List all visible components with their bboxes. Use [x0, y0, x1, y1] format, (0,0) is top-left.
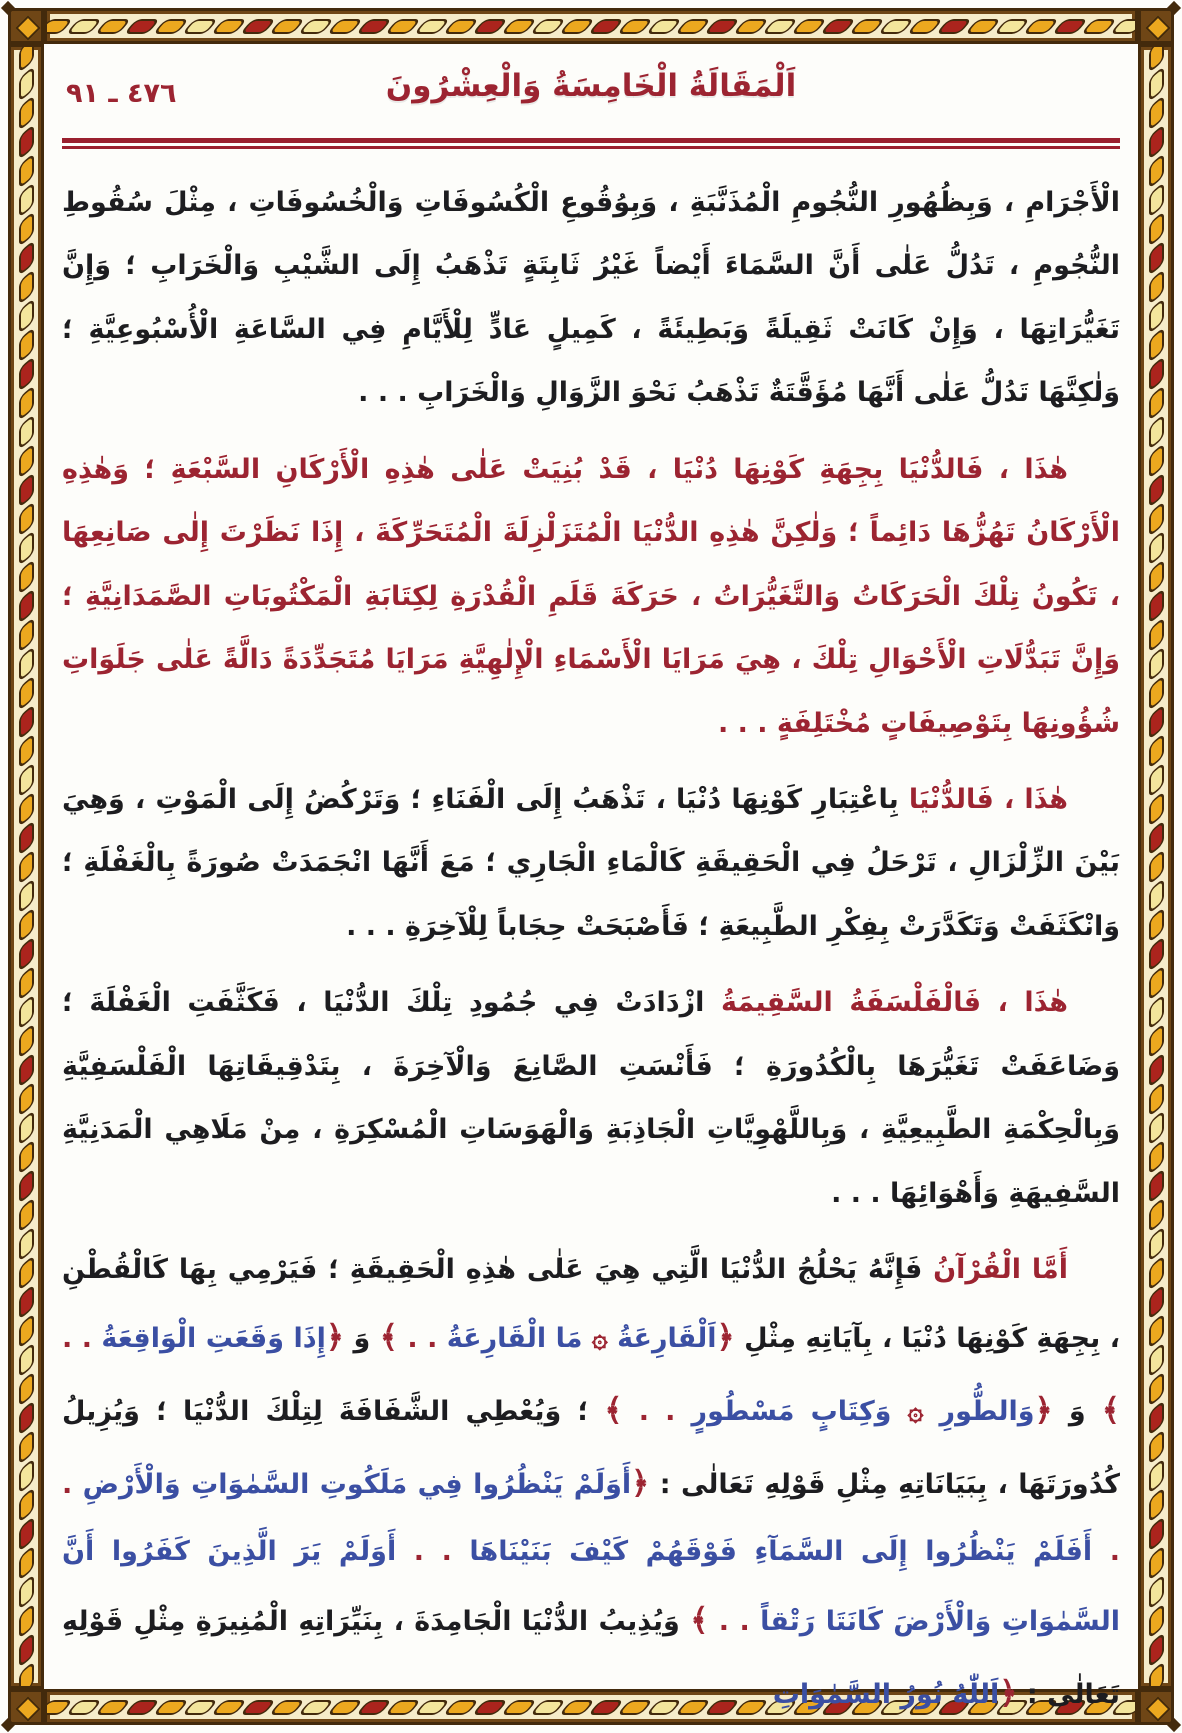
border-left-strip	[8, 44, 44, 1689]
quran-verse: وَالطُّورِ	[923, 1396, 1035, 1428]
page-content	[62, 56, 1120, 1711]
quran-bracket: ﴿	[325, 1319, 345, 1356]
text-body	[62, 171, 1120, 1730]
paragraph	[62, 438, 1120, 755]
text-run-red: أَمَّا الْقُرْآنُ	[922, 1254, 1068, 1285]
text-run: ازْدَادَتْ فِي جُمُودِ تِلْكَ الدُّنْيَا ، فَكَثَّفَتِ الْغَفْلَةَ ؛ وَضَاعَفَتْ تَغَيُّرَهَا بِالْكُدُورَةِ ؛ فَأَنْسَتِ الصَّانِعَ وَالْآخِرَةَ ، بِتَدْقِيقَاتِهَا الْفَلْسَفِيَّةِ وَبِالْحِكْمَةِ الطَّبِيعِيَّةِ ، وَبِاللَّهْوِيَّاتِ الْجَاذِبَةِ وَالْهَوَسَاتِ الْمُسْكِرَةِ ، مِنْ مَلَاهِي الْمَدَنِيَّةِ السَّفِيهَةِ وَأَهْوَائِهَا . . .	[62, 987, 1120, 1209]
verse-separator: ۞	[891, 1396, 924, 1428]
quran-verse: وَكِتَابٍ مَسْطُورٍ	[675, 1396, 892, 1428]
text-run-red: هٰذَا ، فَالدُّنْيَا بِجِهَةِ كَوْنِهَا دُنْيَا ، قَدْ بُنِيَتْ عَلٰى هٰذِهِ الْأَرْكَانِ السَّبْعَةِ ؛ وَهٰذِهِ الْأَرْكَانُ تَهُزُّهَا دَائِماً ؛ وَلٰكِنَّ هٰذِهِ الدُّنْيَا الْمُتَزَلْزِلَةَ الْمُتَحَرِّكَةَ ، إِذَا نَظَرْتَ إِلٰى صَانِعِهَا ، تَكُونُ تِلْكَ الْحَرَكَاتُ وَالتَّغَيُّرَاتُ ، حَرَكَةَ قَلَمِ الْقُدْرَةِ لِكِتَابَةِ الْمَكْتُوبَاتِ الصَّمَدَانِيَّةِ ؛ وَإِنَّ تَبَدُّلَاتِ الْأَحْوَالِ تِلْكَ ، هِيَ مَرَايَا الْأَسْمَاءِ الْإِلٰهِيَّةِ مَرَايَا مُتَجَدِّدَةً دَالَّةً عَلٰى جَلَوَاتِ شُؤُونِهَا بِتَوْصِيفَاتٍ مُخْتَلِفَةٍ . . .	[62, 453, 1120, 739]
paragraph	[62, 768, 1120, 958]
text-run: وَ	[1052, 1396, 1102, 1428]
quran-bracket: ﴿	[716, 1319, 735, 1356]
paragraph	[62, 1238, 1120, 1730]
verse-separator: . .	[62, 1323, 92, 1355]
text-run-red: هٰذَا ، فَالْفَلْسَفَةُ السَّقِيمَةُ	[704, 987, 1068, 1019]
quran-bracket: ﴾	[1101, 1392, 1120, 1429]
page-title: اَلْمَقَالَةُ الْخَامِسَةُ وَالْعِشْرُونَ	[385, 68, 797, 104]
border-corner-ornament	[8, 1689, 44, 1725]
quran-bracket: ﴾	[604, 1392, 623, 1429]
quran-verse: إِذَا وَقَعَتِ الْوَاقِعَةُ	[91, 1323, 326, 1355]
quran-verse: أَفَلَمْ يَنْظُرُوا إِلَى السَّمَآءِ فَوْقَهُمْ كَيْفَ بَنَيْنَاهَا	[451, 1536, 1093, 1568]
quran-bracket: ﴿	[1034, 1392, 1053, 1429]
verse-separator: ۞	[582, 1323, 608, 1355]
text-run: بِاعْتِبَارِ كَوْنِهَا دُنْيَا ، تَذْهَبُ إِلَى الْفَنَاءِ ؛ وَتَرْكُضُ إِلَى الْمَوْتِ ، وَهِيَ بَيْنَ الزِّلْزَالِ ، تَرْحَلُ فِي الْحَقِيقَةِ كَالْمَاءِ الْجَارِي ؛ مَعَ أَنَّهَا انْجَمَدَتْ صُورَةً بِالْغَفْلَةِ ؛ وَانْكَثَفَتْ وَتَكَدَّرَتْ بِفِكْرِ الطَّبِيعَةِ ؛ فَأَصْبَحَتْ حِجَاباً لِلْآخِرَةِ . . .	[62, 783, 1120, 942]
verse-separator: . .	[62, 1469, 1120, 1568]
border-right-strip	[1138, 44, 1174, 1689]
quran-bracket: ﴿	[999, 1674, 1018, 1711]
divider-thick-rule	[62, 138, 1120, 143]
border-top-strip	[44, 8, 1138, 44]
quran-verse: اَللّٰهُ نُورُ السَّمٰوَاتِ	[772, 1678, 1000, 1710]
quran-verse: أَوَلَمْ يَرَ الَّذِينَ كَفَرُوا أَنَّ السَّمٰوَاتِ وَالْأَرْضَ كَانَتَا رَتْقاً	[62, 1536, 1120, 1637]
quran-bracket: ﴾	[379, 1319, 398, 1356]
text-run: وَ	[344, 1323, 380, 1355]
verse-separator: . .	[397, 1323, 438, 1355]
border-corner-ornament	[1138, 8, 1174, 44]
header-divider	[62, 138, 1120, 149]
text-run: وَيُذِيبُ الدُّنْيَا الْجَامِدَةَ ، بِنَيِّرَاتِهِ الْمُنِيرَةِ مِثْلِ قَوْلِهِ تَعَالٰى :	[62, 1605, 1120, 1710]
text-run-red: هٰذَا ، فَالدُّنْيَا	[898, 783, 1068, 815]
text-run: الْأَجْرَامِ ، وَبِظُهُورِ النُّجُومِ الْمُذَنَّبَةِ ، وَبِوُقُوعِ الْكُسُوفَاتِ وَالْخُسُوفَاتِ ، مِثْلَ سُقُوطِ النُّجُومِ ، تَدُلُّ عَلٰى أَنَّ السَّمَاءَ أَيْضاً غَيْرُ ثَابِتَةٍ تَذْهَبُ إِلَى الشَّيْبِ وَالْخَرَابِ ؛ وَإِنَّ تَغَيُّرَاتِهَا ، وَإِنْ كَانَتْ ثَقِيلَةً وَبَطِيئَةً ، كَمِيلٍ عَادٍّ لِلْأَيَّامِ فِي السَّاعَةِ الْأُسْبُوعِيَّةِ ؛ وَلٰكِنَّهَا تَدُلُّ عَلٰى أَنَّهَا مُؤَقَّتَةٌ تَذْهَبُ نَحْوَ الزَّوَالِ وَالْخَرَابِ . . .	[62, 187, 1120, 409]
border-corner-ornament	[8, 8, 44, 44]
page-number: ٤٧٦ ـ ٩١	[66, 78, 177, 109]
divider-thin-rule	[62, 146, 1120, 149]
verse-separator: . .	[622, 1396, 676, 1428]
quran-bracket: ﴾	[690, 1601, 709, 1638]
paragraph	[62, 171, 1120, 425]
quran-bracket: ﴿	[631, 1465, 650, 1502]
border-corner-ornament	[1138, 1689, 1174, 1725]
text-run: فَإِنَّهُ يَحْلُجُ الدُّنْيَا الَّتِي هِيَ عَلٰى هٰذِهِ الْحَقِيقَةِ ؛ فَيَرْمِي بِهَا كَالْقُطْنِ ، بِجِهَةِ كَوْنِهَا دُنْيَا ، بِآيَاتِهِ مِثْلِ	[62, 1254, 1120, 1355]
quran-verse: اَلْقَارِعَةُ	[607, 1323, 717, 1355]
page-header	[62, 56, 1120, 132]
quran-verse: مَا الْقَارِعَةُ	[437, 1323, 583, 1355]
verse-separator: . .	[708, 1605, 750, 1637]
quran-verse: أَوَلَمْ يَنْظُرُوا فِي مَلَكُوتِ السَّمٰوَاتِ وَالْأَرْضِ	[72, 1469, 632, 1501]
text-run: ؛ وَيُعْطِي الشَّفَافَةَ لِتِلْكَ الدُّنْيَا ؛ وَيُزِيلُ كُدُورَتَهَا ، بِبَيَانَاتِهِ مِثْلِ قَوْلِهِ تَعَالٰى :	[62, 1396, 1120, 1501]
verse-separator: . .	[396, 1536, 452, 1568]
paragraph	[62, 971, 1120, 1225]
